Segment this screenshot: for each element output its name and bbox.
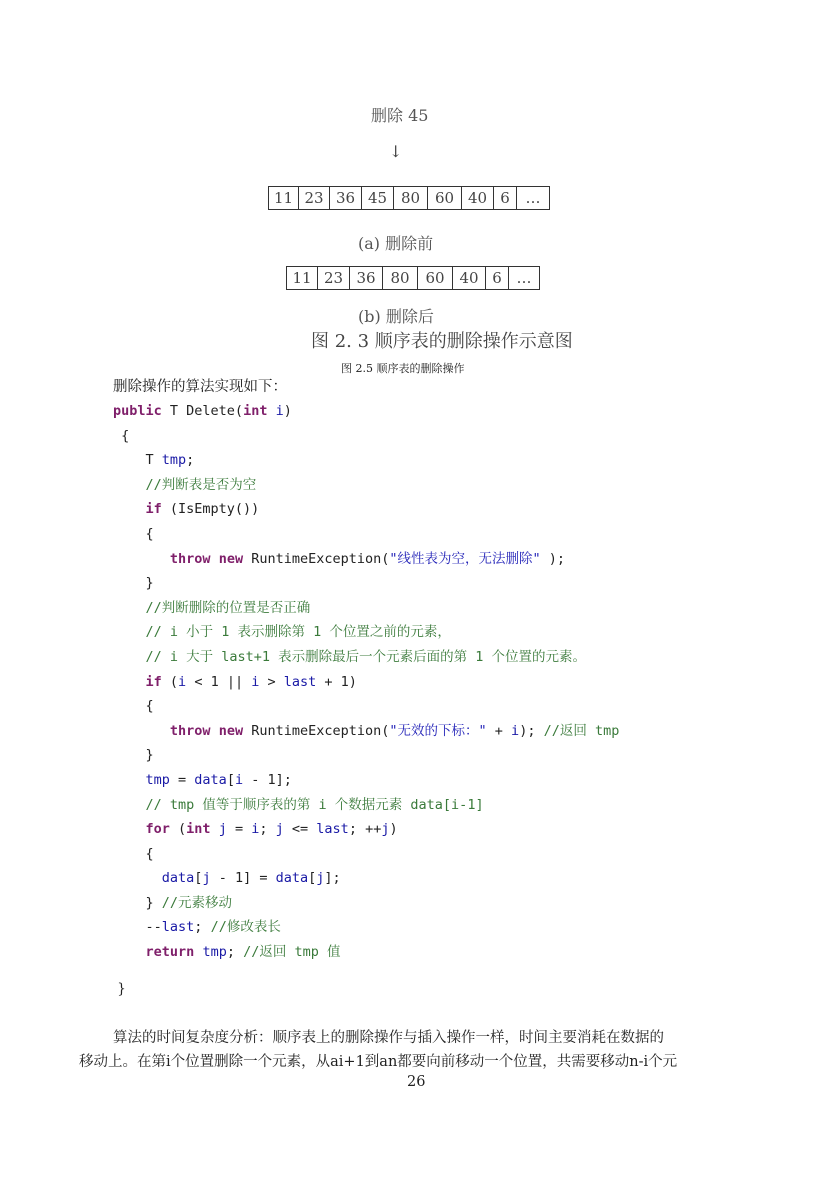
- array-cell: 80: [394, 187, 428, 209]
- code-line: tmp = data[i - 1];: [145, 771, 292, 788]
- code-line: if (IsEmpty()): [145, 501, 260, 518]
- code-line: //判断删除的位置是否正确: [145, 599, 311, 616]
- caption-after: (b) 删除后: [358, 307, 434, 326]
- code-line: throw new RuntimeException("线性表为空，无法删除" );: [169, 550, 566, 567]
- code-line: if (i < 1 || i > last + 1): [145, 673, 357, 690]
- array-cell: 36: [330, 187, 362, 209]
- array-cell: 11: [287, 267, 318, 289]
- figure-title: 图 2. 3 顺序表的删除操作示意图: [311, 331, 573, 352]
- array-cell: 11: [269, 187, 299, 209]
- array-cell: 40: [462, 187, 494, 209]
- code-line: public T Delete(int i): [113, 403, 292, 419]
- code-line: for (int j = i; j <= last; ++j): [145, 821, 398, 838]
- code-line: }: [145, 747, 154, 764]
- code-line: {: [145, 845, 154, 862]
- array-cell: 6: [486, 267, 509, 289]
- code-line: }: [117, 980, 126, 997]
- code-line: // tmp 值等于顺序表的第 i 个数据元素 data[i-1]: [145, 796, 484, 813]
- code-line: //判断表是否为空: [145, 476, 257, 493]
- array-cell: 45: [362, 187, 394, 209]
- code-line: {: [145, 698, 154, 715]
- page-number: 26: [407, 1074, 426, 1090]
- array-before: [268, 186, 550, 210]
- array-cell: 36: [350, 267, 383, 289]
- array-cell: 23: [299, 187, 330, 209]
- array-cell: 60: [418, 267, 453, 289]
- array-cell: 23: [318, 267, 350, 289]
- code-line: }: [145, 575, 154, 592]
- analysis-line-1: 算法的时间复杂度分析：顺序表上的删除操作与插入操作一样，时间主要消耗在数据的: [113, 1030, 664, 1046]
- code-line: // i 小于 1 表示删除第 1 个位置之前的元素，: [145, 624, 451, 641]
- code-line: {: [121, 427, 130, 444]
- code-line: {: [145, 525, 154, 542]
- array-cell: 40: [453, 267, 486, 289]
- code-line: throw new RuntimeException("无效的下标：" + i); //返回 tmp: [169, 722, 620, 739]
- down-arrow-icon: ↓: [389, 142, 403, 161]
- code-line: [113, 965, 619, 977]
- delete-45-label: 删除 45: [371, 106, 429, 125]
- array-cell: …: [525, 189, 541, 207]
- code-line: data[j - 1] = data[j];: [161, 870, 341, 887]
- array-cell: 80: [383, 267, 418, 289]
- analysis-line-2: 移动上。在第i个位置删除一个元素，从ai+1到an都要向前移动一个位置，共需要移动n-i个元: [79, 1054, 678, 1070]
- intro-text: 删除操作的算法实现如下：: [113, 379, 287, 395]
- code-line: --last; //修改表长: [145, 919, 281, 936]
- code-line: T tmp;: [145, 452, 195, 469]
- array-cell: …: [516, 269, 532, 287]
- caption-before: (a) 删除前: [358, 234, 434, 253]
- array-cell: 6: [494, 187, 517, 209]
- code-block: [113, 399, 619, 1001]
- array-after: [286, 266, 540, 290]
- array-cell: 60: [428, 187, 462, 209]
- code-line: } //元素移动: [145, 894, 233, 911]
- code-line: return tmp; //返回 tmp 值: [145, 944, 341, 961]
- figure-small-caption: 图 2.5 顺序表的删除操作: [341, 362, 465, 375]
- code-line: // i 大于 last+1 表示删除最后一个元素后面的第 1 个位置的元素。: [145, 648, 587, 665]
